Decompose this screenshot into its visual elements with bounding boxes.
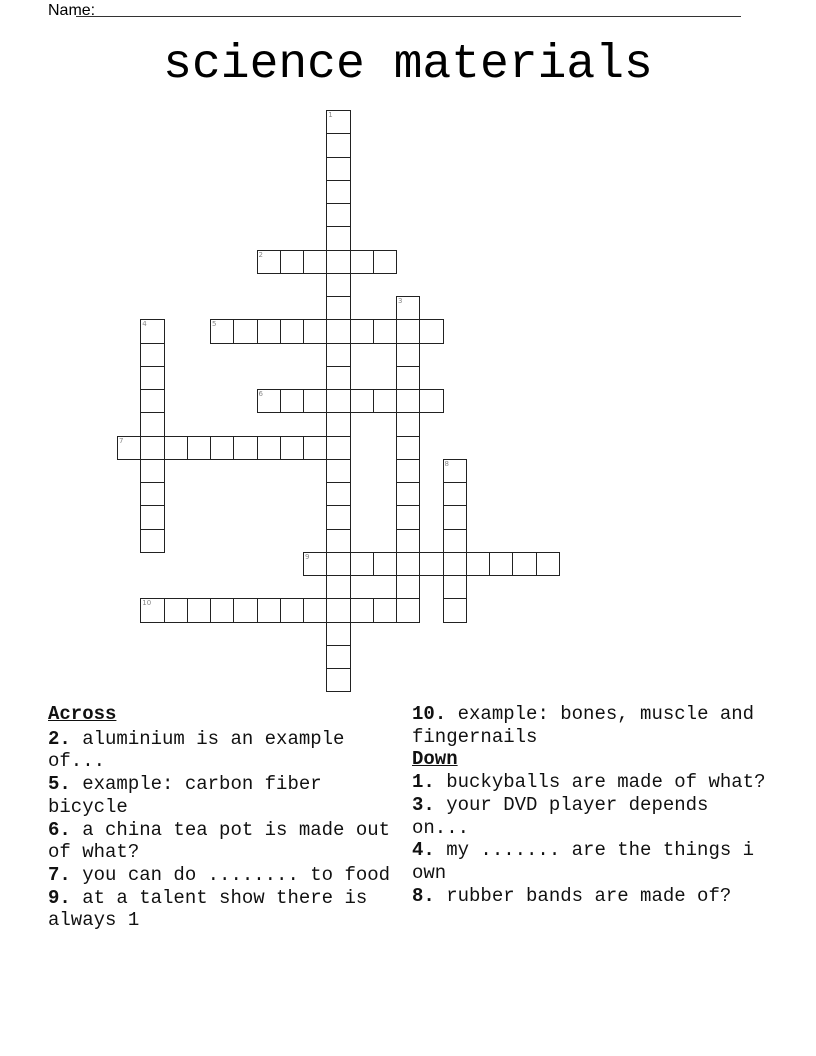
clue-text: my ....... are the things i own bbox=[412, 839, 755, 884]
crossword-cell[interactable] bbox=[280, 436, 304, 460]
clue-across-9 bbox=[48, 887, 398, 932]
crossword-cell[interactable] bbox=[326, 529, 350, 553]
crossword-cell[interactable] bbox=[326, 436, 350, 460]
crossword-cell[interactable] bbox=[140, 412, 164, 436]
name-label: Name: bbox=[48, 2, 96, 19]
clue-number: 2. bbox=[48, 727, 71, 750]
crossword-cell[interactable] bbox=[164, 436, 188, 460]
clue-down-8 bbox=[412, 885, 772, 908]
crossword-cell[interactable] bbox=[419, 552, 443, 576]
crossword-cell[interactable] bbox=[443, 505, 467, 529]
crossword-cell[interactable] bbox=[326, 110, 350, 134]
crossword-cell[interactable] bbox=[350, 598, 374, 622]
clue-down-3 bbox=[412, 794, 772, 839]
crossword-cell[interactable] bbox=[257, 319, 281, 343]
crossword-cell[interactable] bbox=[140, 436, 164, 460]
crossword-cell[interactable] bbox=[140, 598, 164, 622]
crossword-cell[interactable] bbox=[350, 250, 374, 274]
crossword-cell[interactable] bbox=[443, 529, 467, 553]
crossword-cell[interactable] bbox=[419, 319, 443, 343]
crossword-cell[interactable] bbox=[280, 319, 304, 343]
crossword-cell[interactable] bbox=[140, 319, 164, 343]
crossword-cell[interactable] bbox=[303, 389, 327, 413]
crossword-cell[interactable] bbox=[443, 482, 467, 506]
crossword-cell[interactable] bbox=[373, 598, 397, 622]
crossword-cell[interactable] bbox=[396, 319, 420, 343]
crossword-cell[interactable] bbox=[396, 366, 420, 390]
crossword-cell[interactable] bbox=[326, 482, 350, 506]
crossword-cell[interactable] bbox=[326, 180, 350, 204]
clue-number: 9. bbox=[48, 886, 71, 909]
clue-number: 4. bbox=[412, 839, 435, 862]
crossword-cell[interactable] bbox=[350, 319, 374, 343]
crossword-cell[interactable] bbox=[326, 598, 350, 622]
crossword-cell[interactable] bbox=[326, 645, 350, 669]
crossword-cell[interactable] bbox=[396, 436, 420, 460]
crossword-cell[interactable] bbox=[396, 598, 420, 622]
crossword-cell[interactable] bbox=[140, 482, 164, 506]
crossword-cell[interactable] bbox=[326, 668, 350, 692]
crossword-cell[interactable] bbox=[326, 273, 350, 297]
crossword-cell[interactable] bbox=[443, 552, 467, 576]
cell-number: 8 bbox=[444, 459, 449, 468]
crossword-cell[interactable] bbox=[303, 598, 327, 622]
clue-across-6 bbox=[48, 819, 398, 864]
crossword-cell[interactable] bbox=[210, 598, 234, 622]
crossword-cell[interactable] bbox=[303, 436, 327, 460]
crossword-cell[interactable] bbox=[140, 366, 164, 390]
crossword-cell[interactable] bbox=[280, 389, 304, 413]
clue-number: 3. bbox=[412, 793, 435, 816]
clue-number: 10. bbox=[412, 703, 447, 725]
clue-text: you can do ........ to food bbox=[82, 863, 391, 886]
crossword-cell[interactable] bbox=[396, 529, 420, 553]
crossword-cell[interactable] bbox=[373, 552, 397, 576]
crossword-cell[interactable] bbox=[443, 598, 467, 622]
crossword-cell[interactable] bbox=[326, 157, 350, 181]
crossword-cell[interactable] bbox=[326, 459, 350, 483]
crossword-cell[interactable] bbox=[396, 552, 420, 576]
crossword-cell[interactable] bbox=[326, 343, 350, 367]
crossword-cell[interactable] bbox=[140, 343, 164, 367]
clue-down-4 bbox=[412, 839, 772, 884]
crossword-cell[interactable] bbox=[536, 552, 560, 576]
crossword-cell[interactable] bbox=[396, 343, 420, 367]
clue-text: example: bones, muscle and fingernails bbox=[412, 703, 755, 748]
cell-number: 7 bbox=[119, 436, 124, 445]
clue-text: aluminium is an example of... bbox=[48, 727, 345, 773]
crossword-cell[interactable] bbox=[326, 203, 350, 227]
crossword-cell[interactable] bbox=[140, 459, 164, 483]
crossword-cell[interactable] bbox=[257, 598, 281, 622]
crossword-cell[interactable] bbox=[280, 250, 304, 274]
crossword-cell[interactable] bbox=[326, 505, 350, 529]
crossword-cell[interactable] bbox=[396, 296, 420, 320]
crossword-cell[interactable] bbox=[257, 250, 281, 274]
clue-number: 1. bbox=[412, 771, 435, 794]
crossword-cell[interactable] bbox=[373, 389, 397, 413]
crossword-cell[interactable] bbox=[326, 622, 350, 646]
clue-across-10 bbox=[412, 703, 772, 748]
crossword-cell[interactable] bbox=[280, 598, 304, 622]
clue-text: your DVD player depends on... bbox=[412, 793, 709, 839]
crossword-cell[interactable] bbox=[419, 389, 443, 413]
page-title: science materials bbox=[163, 38, 653, 92]
crossword-cell[interactable] bbox=[443, 459, 467, 483]
crossword-cell[interactable] bbox=[373, 319, 397, 343]
crossword-cell[interactable] bbox=[396, 482, 420, 506]
crossword-cell[interactable] bbox=[512, 552, 536, 576]
crossword-cell[interactable] bbox=[233, 319, 257, 343]
clue-number: 6. bbox=[48, 818, 71, 841]
crossword-cell[interactable] bbox=[164, 598, 188, 622]
clue-text: buckyballs are made of what? bbox=[446, 771, 766, 794]
cell-number: 9 bbox=[305, 552, 310, 561]
crossword-cell[interactable] bbox=[326, 133, 350, 157]
crossword-cell[interactable] bbox=[233, 436, 257, 460]
cell-number: 2 bbox=[258, 250, 263, 259]
crossword-cell[interactable] bbox=[326, 296, 350, 320]
cell-number: 10 bbox=[142, 599, 152, 608]
clue-text: at a talent show there is always 1 bbox=[48, 886, 368, 932]
crossword-cell[interactable] bbox=[396, 389, 420, 413]
cell-number: 5 bbox=[212, 320, 217, 329]
crossword-cell[interactable] bbox=[187, 436, 211, 460]
clue-down-1 bbox=[412, 771, 772, 794]
crossword-cell[interactable] bbox=[373, 250, 397, 274]
crossword-cell[interactable] bbox=[303, 552, 327, 576]
cell-number: 3 bbox=[398, 297, 403, 305]
crossword-cell[interactable] bbox=[396, 412, 420, 436]
clue-text: example: carbon fiber bicycle bbox=[48, 773, 322, 818]
crossword-cell[interactable] bbox=[303, 250, 327, 274]
crossword-cell[interactable] bbox=[326, 226, 350, 250]
crossword-cell[interactable] bbox=[396, 505, 420, 529]
crossword-cell[interactable] bbox=[466, 552, 490, 576]
cell-number: 6 bbox=[258, 390, 263, 398]
cell-number: 4 bbox=[142, 320, 147, 329]
clue-number: 7. bbox=[48, 863, 71, 886]
crossword-cell[interactable] bbox=[396, 575, 420, 599]
crossword-cell[interactable] bbox=[140, 389, 164, 413]
crossword-cell[interactable] bbox=[233, 598, 257, 622]
clue-across-5 bbox=[48, 773, 398, 818]
crossword-cell[interactable] bbox=[396, 459, 420, 483]
crossword-cell[interactable] bbox=[350, 389, 374, 413]
crossword-cell[interactable] bbox=[326, 412, 350, 436]
crossword-cell[interactable] bbox=[326, 319, 350, 343]
crossword-cell[interactable] bbox=[326, 250, 350, 274]
crossword-cell[interactable] bbox=[489, 552, 513, 576]
cell-number: 1 bbox=[328, 111, 333, 119]
crossword-cell[interactable] bbox=[210, 436, 234, 460]
crossword-cell[interactable] bbox=[326, 575, 350, 599]
crossword-cell[interactable] bbox=[117, 436, 141, 460]
crossword-cell[interactable] bbox=[187, 598, 211, 622]
across-heading: Across bbox=[48, 703, 117, 725]
crossword-cell[interactable] bbox=[443, 575, 467, 599]
crossword-cell[interactable] bbox=[350, 552, 374, 576]
clue-text: rubber bands are made of? bbox=[446, 884, 732, 907]
crossword-cell[interactable] bbox=[257, 436, 281, 460]
down-heading: Down bbox=[412, 748, 458, 771]
crossword-cell[interactable] bbox=[210, 319, 234, 343]
crossword-cell[interactable] bbox=[326, 389, 350, 413]
clues-left-column bbox=[48, 703, 398, 932]
crossword-cell[interactable] bbox=[326, 552, 350, 576]
clue-number: 5. bbox=[48, 773, 71, 796]
clues-right-column bbox=[412, 703, 772, 907]
clue-number: 8. bbox=[412, 884, 435, 907]
crossword-cell[interactable] bbox=[303, 319, 327, 343]
crossword-cell[interactable] bbox=[140, 505, 164, 529]
crossword-cell[interactable] bbox=[140, 529, 164, 553]
crossword-cell[interactable] bbox=[326, 366, 350, 390]
clue-across-2 bbox=[48, 728, 398, 773]
clue-text: a china tea pot is made out of what? bbox=[48, 818, 391, 864]
crossword-cell[interactable] bbox=[257, 389, 281, 413]
clue-across-7 bbox=[48, 864, 398, 887]
